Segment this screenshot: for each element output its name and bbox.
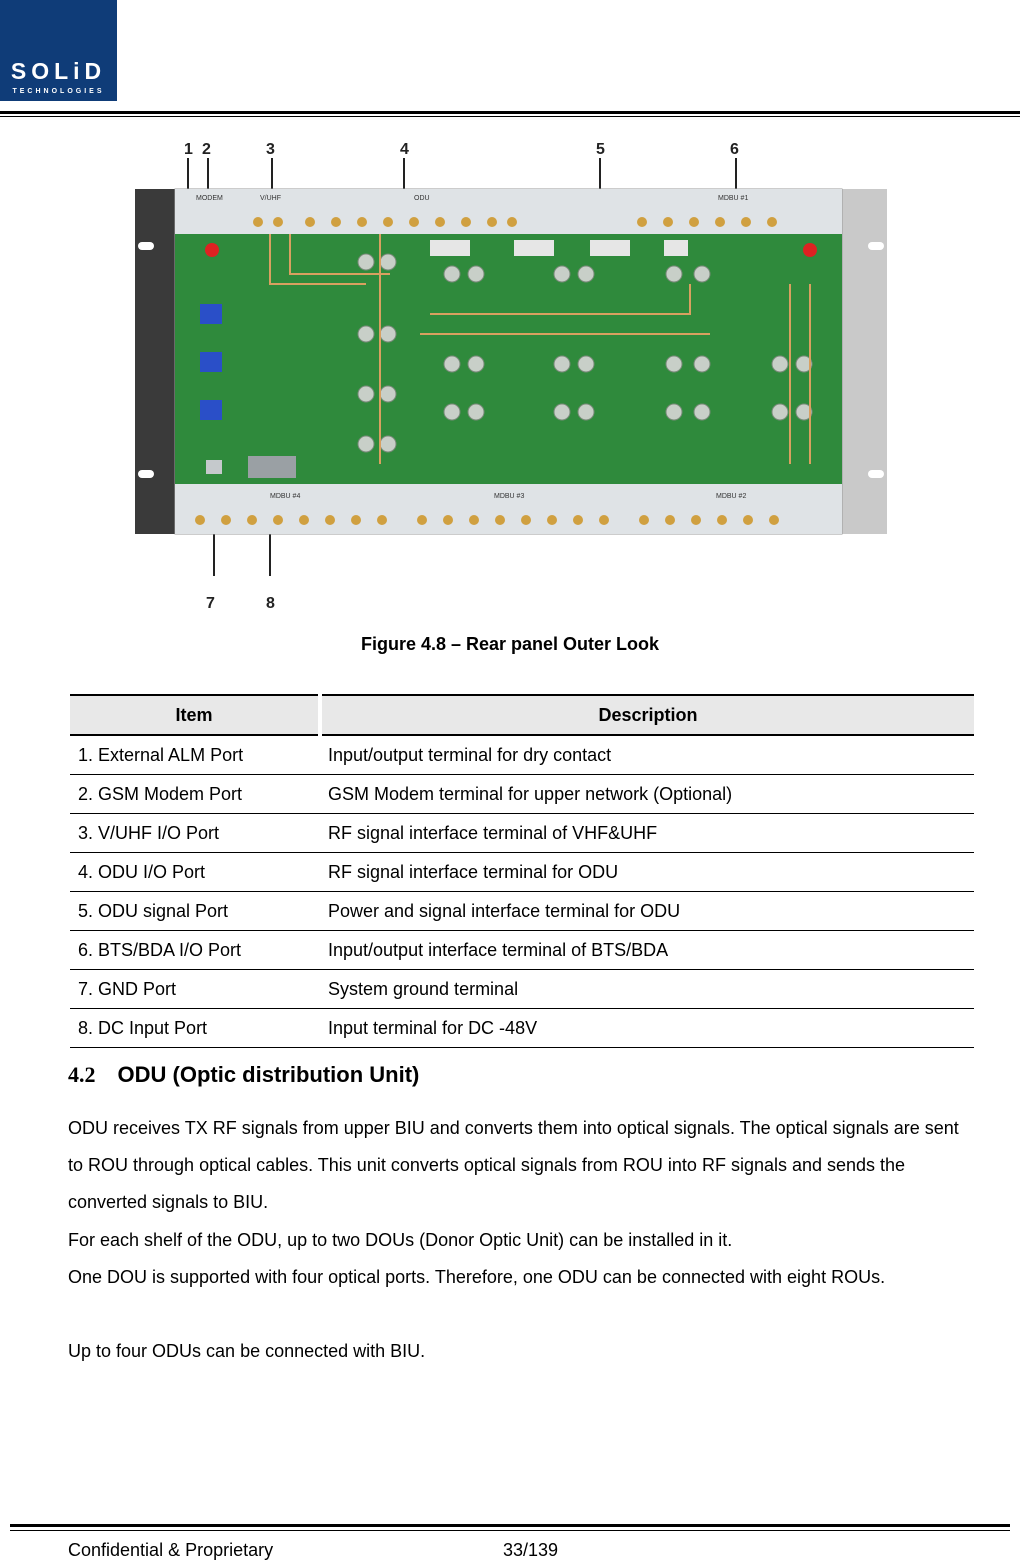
paragraph-dou-ports: One DOU is supported with four optical ports. Therefore, one ODU can be connected with eight ROUs. [68,1267,886,1287]
label-mdbu-2: MDBU #2 [716,493,747,500]
cell-item: 6. BTS/BDA I/O Port [70,931,320,970]
cell-description: RF signal interface terminal of VHF&UHF [320,814,974,853]
paragraph-odu-count: Up to four ODUs can be connected with BIU. [68,1341,426,1361]
label-mdbu-3: MDBU #3 [494,493,525,500]
table-row [70,775,974,814]
callout-8: 8 [266,595,275,612]
table-row [70,1009,974,1048]
cell-item: 8. DC Input Port [70,1009,320,1048]
footer-confidential: Confidential & Proprietary [68,1540,274,1560]
rear-panel-figure [130,134,892,614]
cell-item: 2. GSM Modem Port [70,775,320,814]
column-header-description: Description [320,695,974,735]
logo-subtitle: TECHNOLOGIES [12,88,105,95]
company-logo [0,0,117,101]
callout-2: 2 [202,141,211,158]
label-mdbu-1: MDBU #1 [718,195,749,202]
table-row [70,814,974,853]
cell-description: Power and signal interface terminal for ODU [320,892,974,931]
label-mdbu-4: MDBU #4 [270,493,301,500]
table-header-row [70,695,974,735]
figure-caption: Figure 4.8 – Rear panel Outer Look [360,634,660,654]
header-rule-thin [0,116,1020,117]
cell-description: System ground terminal [320,970,974,1009]
label-odu: ODU [414,195,430,202]
port-description-table [70,694,974,1048]
cell-item: 1. External ALM Port [70,735,320,775]
callout-4: 4 [400,141,409,158]
column-header-item: Item [70,695,320,735]
cell-description: Input/output terminal for dry contact [320,735,974,775]
callout-3: 3 [266,141,275,158]
cell-item: 5. ODU signal Port [70,892,320,931]
header-rule [0,111,1020,114]
logo-word: SOLiD [10,58,107,84]
table-row [70,892,974,931]
page-number: 33/139 [503,1540,559,1560]
cell-description: GSM Modem terminal for upper network (Optional) [320,775,974,814]
table-row [70,735,974,775]
cell-item: 4. ODU I/O Port [70,853,320,892]
cell-item: 3. V/UHF I/O Port [70,814,320,853]
callout-1: 1 [184,141,193,158]
label-vuhf: V/UHF [260,195,281,202]
table-row [70,931,974,970]
cell-item: 7. GND Port [70,970,320,1009]
section-heading [68,1062,419,1088]
footer-rule-thin [10,1530,1010,1531]
cell-description: Input terminal for DC -48V [320,1009,974,1048]
footer-rule [10,1524,1010,1527]
callout-6: 6 [730,141,739,158]
paragraph-odu-overview: ODU receives TX RF signals from upper BIU and converts them into optical signals. The optical signals are sent to ROU through optical cables. This unit converts optical signals from ROU into RF signals and sends the converted signals to BIU. [68,1118,959,1212]
table-row [70,970,974,1009]
callout-5: 5 [596,141,605,158]
paragraph-dou-capacity: For each shelf of the ODU, up to two DOUs (Donor Optic Unit) can be installed in it. [68,1230,733,1250]
section-number: 4.2 [68,1062,96,1087]
table-row [70,853,974,892]
label-modem: MODEM [196,195,223,202]
cell-description: Input/output interface terminal of BTS/BDA [320,931,974,970]
section-title: ODU (Optic distribution Unit) [117,1062,420,1087]
cell-description: RF signal interface terminal for ODU [320,853,974,892]
callout-7: 7 [206,595,215,612]
